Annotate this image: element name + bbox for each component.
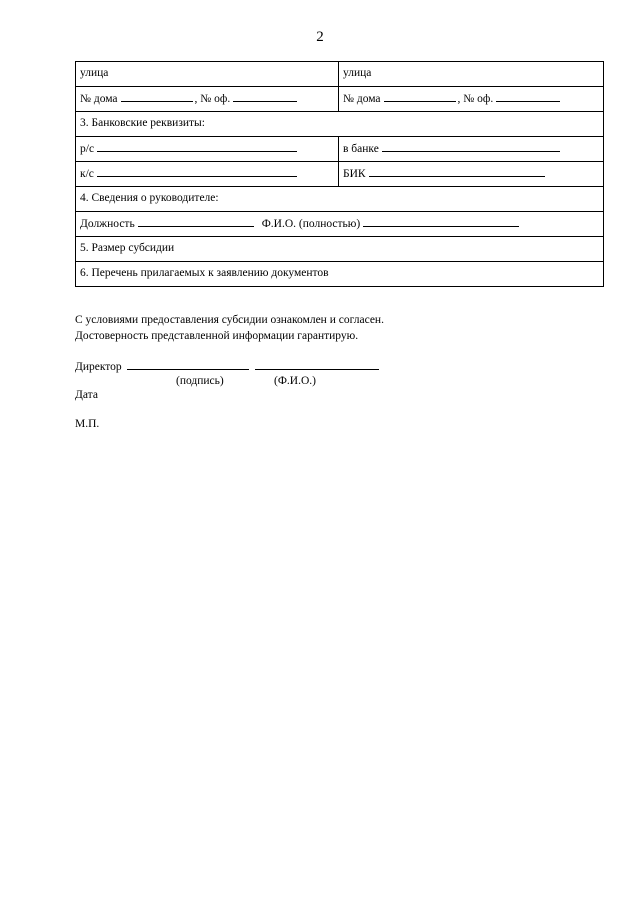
table-row bbox=[76, 212, 604, 237]
director-label: Директор bbox=[75, 361, 122, 373]
table-row bbox=[76, 162, 604, 187]
documents-heading: 6. Перечень прилагаемых к заявлению документов bbox=[80, 267, 329, 280]
house-left-label: № дома bbox=[80, 93, 118, 106]
application-form-table bbox=[75, 61, 604, 287]
position-field[interactable] bbox=[138, 216, 254, 227]
table-row bbox=[76, 262, 604, 287]
page-number: 2 bbox=[316, 29, 324, 45]
documents-cell bbox=[76, 262, 604, 287]
bik-field[interactable] bbox=[369, 166, 545, 177]
street-left-label: улица bbox=[80, 67, 109, 80]
statement-block bbox=[75, 314, 575, 346]
manager-heading: 4. Сведения о руководителе: bbox=[80, 192, 219, 205]
bank-details-heading: 3. Банковские реквизиты: bbox=[80, 117, 205, 130]
account-cell bbox=[76, 137, 339, 162]
position-cell bbox=[76, 212, 604, 237]
bank-details-heading-cell bbox=[76, 112, 604, 137]
street-left-cell bbox=[76, 62, 339, 87]
statement-line: С условиями предоставления субсидии ознакомлен и согласен. bbox=[75, 314, 384, 326]
stamp-label: М.П. bbox=[75, 418, 100, 430]
corr-account-label: к/с bbox=[80, 168, 94, 181]
office-right-field[interactable] bbox=[496, 91, 560, 102]
statement-line: Достоверность представленной информации гарантирую. bbox=[75, 330, 359, 342]
table-row bbox=[76, 137, 604, 162]
full-name-label: Ф.И.О. (полностью) bbox=[261, 218, 361, 231]
account-label: р/с bbox=[80, 143, 95, 156]
street-right-label: улица bbox=[343, 67, 372, 80]
table-row bbox=[76, 112, 604, 137]
house-right-cell bbox=[339, 87, 604, 112]
street-right-cell bbox=[339, 62, 604, 87]
director-name-field[interactable] bbox=[255, 359, 379, 370]
signature-caption: (подпись) bbox=[176, 375, 224, 387]
bik-label: БИК bbox=[343, 168, 366, 181]
full-name-field[interactable] bbox=[363, 216, 519, 227]
account-field[interactable] bbox=[97, 141, 297, 152]
house-left-cell bbox=[76, 87, 339, 112]
corr-account-field[interactable] bbox=[97, 166, 297, 177]
bank-cell bbox=[339, 137, 604, 162]
office-left-field[interactable] bbox=[233, 91, 297, 102]
name-caption: (Ф.И.О.) bbox=[274, 375, 316, 387]
bik-cell bbox=[339, 162, 604, 187]
office-left-label: , № оф. bbox=[194, 93, 231, 106]
manager-heading-cell bbox=[76, 187, 604, 212]
house-right-field[interactable] bbox=[384, 91, 456, 102]
house-right-label: № дома bbox=[343, 93, 381, 106]
bank-field[interactable] bbox=[382, 141, 560, 152]
signature-row bbox=[75, 359, 575, 375]
signature-field[interactable] bbox=[127, 359, 249, 370]
date-label: Дата bbox=[75, 389, 98, 401]
house-left-field[interactable] bbox=[121, 91, 193, 102]
subsidy-heading: 5. Размер субсидии bbox=[80, 242, 175, 255]
table-row bbox=[76, 187, 604, 212]
position-label: Должность bbox=[80, 218, 135, 231]
table-row bbox=[76, 62, 604, 87]
corr-account-cell bbox=[76, 162, 339, 187]
office-right-label: , № оф. bbox=[457, 93, 494, 106]
table-row bbox=[76, 87, 604, 112]
subsidy-cell bbox=[76, 237, 604, 262]
table-row bbox=[76, 237, 604, 262]
bank-label: в банке bbox=[343, 143, 379, 156]
